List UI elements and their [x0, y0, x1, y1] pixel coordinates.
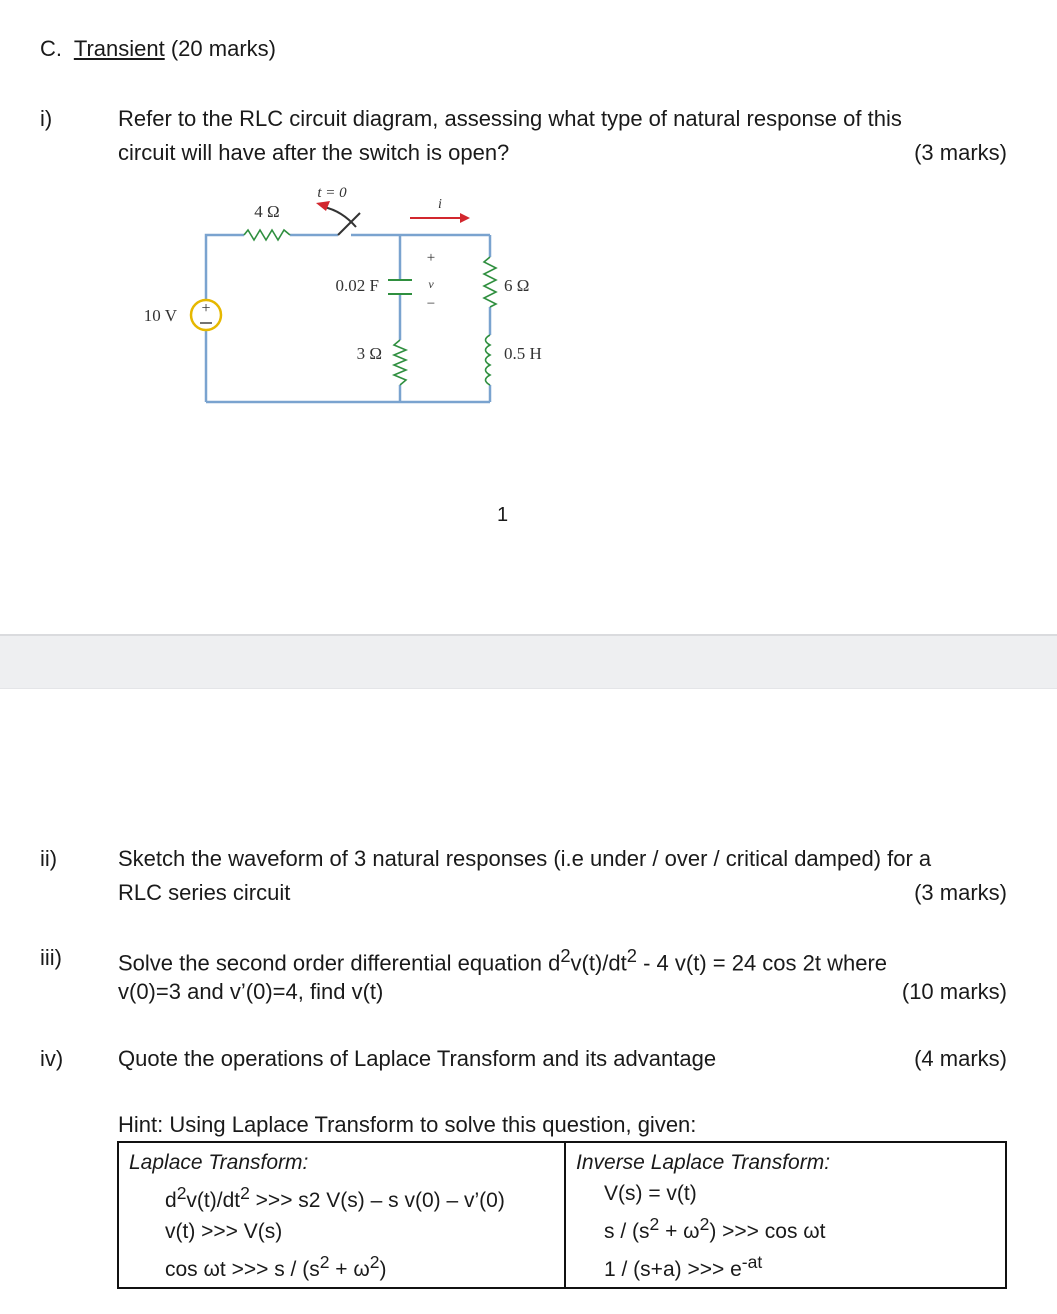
circuit-wires	[206, 235, 490, 402]
page-break	[0, 634, 1057, 689]
resistor-6-ohm	[484, 257, 496, 307]
inverse-row-2: $s / (s^2 + \omega^2)$ >>> cos ωt	[604, 1214, 826, 1243]
switch	[324, 207, 360, 235]
question-1-marks: (3 marks)	[914, 140, 1007, 165]
question-2-marks: (3 marks)	[914, 880, 1007, 905]
q3-sup-1: 2	[560, 945, 571, 966]
question-3-line-2: v(0)=3 and v’(0)=4, find v(t)	[118, 979, 384, 1004]
current-arrow-head-icon	[460, 213, 470, 223]
question-2-number: ii)	[40, 846, 58, 871]
question-1-line-1: Refer to the RLC circuit diagram, assessing what type of natural response of this	[118, 106, 902, 131]
laplace-transform-cell	[118, 1142, 565, 1288]
q3-text-b: v(t)/dt	[570, 950, 627, 976]
label-capacitor: 0.02 F	[335, 276, 379, 295]
section-title: Transient	[73, 36, 165, 61]
question-2-line-1: Sketch the waveform of 3 natural responses (i.e under / over / critical damped) for a	[118, 846, 932, 871]
label-plus: +	[426, 250, 436, 266]
laplace-row-3: cos ωt >>> $s / (s^2 + \omega^2)$	[165, 1252, 387, 1281]
q3-text-c: - 4 v(t) = 24 cos 2t where	[636, 950, 888, 976]
question-3-marks: (10 marks)	[901, 979, 1007, 1004]
q3-sup-2: 2	[626, 945, 637, 966]
question-1-number: i)	[40, 106, 53, 131]
laplace-table	[117, 1141, 1007, 1289]
laplace-row-1: $d^2v(t)/dt^2$ >>> s2 V(s) – s v(0) – v’(0)	[165, 1183, 505, 1212]
label-minus: −	[426, 296, 436, 312]
inductor	[486, 335, 491, 385]
question-4-number: iv)	[40, 1046, 64, 1071]
hint-intro: Hint: Using Laplace Transform to solve this question, given:	[118, 1112, 697, 1137]
label-inductor: 0.5 H	[504, 344, 542, 363]
question-1-line-2: circuit will have after the switch is open?	[118, 140, 510, 165]
inverse-laplace-cell	[565, 1142, 1006, 1288]
section-marks: (20 marks)	[170, 36, 276, 61]
label-r1: 4 Ω	[254, 202, 280, 221]
laplace-title: Laplace Transform:	[129, 1151, 309, 1174]
section-letter: C.	[40, 36, 62, 61]
switch-arrow-icon	[316, 201, 330, 211]
rlc-circuit-diagram	[120, 175, 580, 415]
question-2-line-2: RLC series circuit	[118, 880, 291, 905]
resistor-3-ohm	[394, 340, 406, 385]
question-4-marks: (4 marks)	[914, 1046, 1007, 1071]
laplace-row-2: v(t) >>> V(s)	[165, 1220, 283, 1243]
label-voltage: v	[428, 277, 434, 291]
inverse-row-3: 1 / (s+a) >>> $e^{-at}$	[604, 1252, 763, 1281]
capacitor	[388, 280, 412, 294]
label-r3: 3 Ω	[356, 344, 382, 363]
label-current: i	[438, 197, 442, 212]
section-heading	[40, 36, 276, 62]
label-switch-time: t = 0	[317, 185, 347, 201]
label-source: 10 V	[143, 306, 177, 325]
source-plus-icon: +	[201, 300, 211, 317]
label-r6: 6 Ω	[504, 276, 530, 295]
q3-text-a: Solve the second order differential equation d	[118, 950, 561, 976]
question-3-line-1	[118, 945, 887, 976]
inverse-row-1: V(s) = v(t)	[604, 1182, 697, 1205]
page-number: 1	[497, 504, 509, 526]
question-4-line-1: Quote the operations of Laplace Transform and its advantage	[118, 1046, 717, 1071]
question-3-number: iii)	[40, 945, 62, 970]
inverse-laplace-title: Inverse Laplace Transform:	[576, 1151, 831, 1174]
resistor-4-ohm	[244, 230, 290, 240]
